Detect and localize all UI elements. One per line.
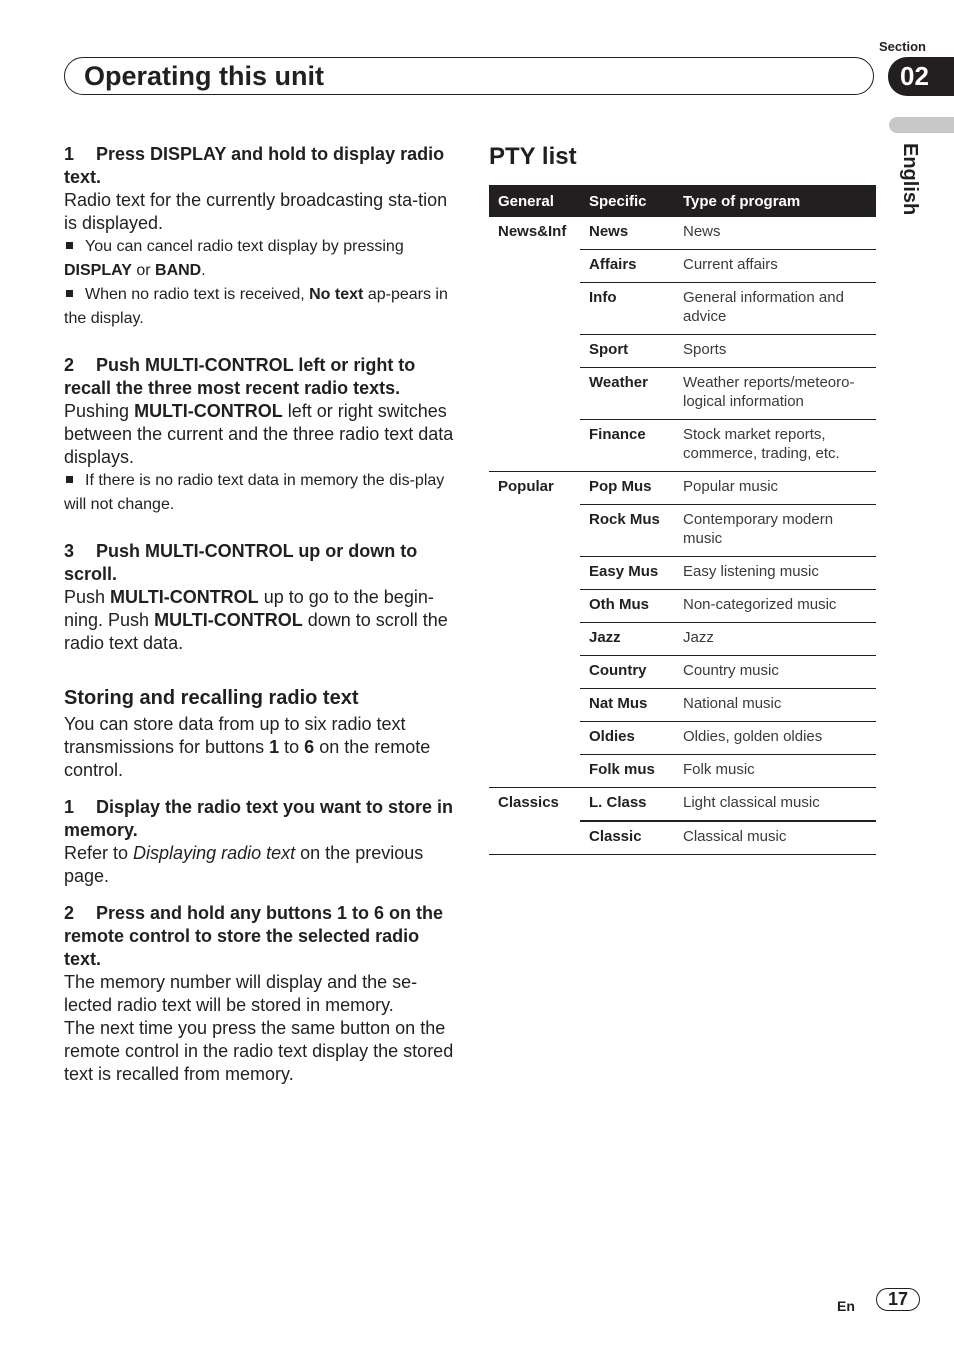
type-cell: Non-categorized music <box>674 590 876 623</box>
pty-table-header <box>489 185 876 217</box>
header-general: General <box>489 185 580 217</box>
general-cell <box>489 689 580 722</box>
store-step-2-heading: 2 Press and hold any buttons 1 to 6 on the remote control to store the selected radio text. <box>64 903 444 969</box>
table-row <box>489 217 876 250</box>
table-row <box>489 623 876 656</box>
section-number-tab: 02 <box>888 57 954 96</box>
page-number: 17 <box>876 1288 920 1311</box>
language-label: English <box>899 143 921 216</box>
type-cell: Classical music <box>674 821 876 855</box>
table-row <box>489 656 876 689</box>
table-row <box>489 335 876 368</box>
table-row <box>489 722 876 755</box>
footer-language: En <box>837 1298 855 1314</box>
table-row <box>489 788 876 822</box>
type-cell: Current affairs <box>674 250 876 283</box>
specific-cell: Finance <box>580 420 674 472</box>
specific-cell: Weather <box>580 368 674 420</box>
page-title: Operating this unit <box>84 61 324 91</box>
table-row <box>489 368 876 420</box>
specific-cell: Sport <box>580 335 674 368</box>
step-2-heading: 2 Push MULTI-CONTROL left or right to recall the three most recent radio texts. <box>64 355 416 398</box>
type-cell: Country music <box>674 656 876 689</box>
specific-cell: Pop Mus <box>580 472 674 505</box>
general-cell <box>489 821 580 855</box>
specific-cell: L. Class <box>580 788 674 822</box>
table-row <box>489 250 876 283</box>
table-row <box>489 472 876 505</box>
section-label: Section <box>879 39 926 54</box>
specific-cell: Classic <box>580 821 674 855</box>
store-step-2-body-2: The next time you press the same button on the remote control in the radio text display the stored text is recalled from memory. <box>64 1018 454 1084</box>
specific-cell: Nat Mus <box>580 689 674 722</box>
specific-cell: Country <box>580 656 674 689</box>
table-row <box>489 505 876 557</box>
type-cell: Light classical music <box>674 788 876 822</box>
type-cell: Oldies, golden oldies <box>674 722 876 755</box>
type-cell: News <box>674 217 876 250</box>
type-cell: Folk music <box>674 755 876 788</box>
store-step-1-heading: 1 Display the radio text you want to store in memory. <box>64 797 454 840</box>
left-column <box>64 143 454 1086</box>
general-cell <box>489 557 580 590</box>
type-cell: Easy listening music <box>674 557 876 590</box>
bullet-square-icon <box>66 476 73 483</box>
header-type: Type of program <box>674 185 876 217</box>
store-step-2-body-1: The memory number will display and the se-lected radio text will be stored in memory. <box>64 972 418 1015</box>
general-cell <box>489 283 580 335</box>
type-cell: Popular music <box>674 472 876 505</box>
bullet-square-icon <box>66 242 73 249</box>
general-cell <box>489 250 580 283</box>
step-1-heading: 1 Press DISPLAY and hold to display radio text. <box>64 144 445 187</box>
general-cell <box>489 335 580 368</box>
table-row <box>489 755 876 788</box>
specific-cell: Easy Mus <box>580 557 674 590</box>
table-row <box>489 821 876 855</box>
bullet-square-icon <box>66 290 73 297</box>
specific-cell: Oth Mus <box>580 590 674 623</box>
header-specific: Specific <box>580 185 674 217</box>
type-cell: Stock market reports, commerce, trading, etc. <box>674 420 876 472</box>
step-3-heading: 3 Push MULTI-CONTROL up or down to scroll. <box>64 541 418 584</box>
subsection-heading: Storing and recalling radio text <box>64 687 359 709</box>
type-cell: Jazz <box>674 623 876 656</box>
specific-cell: Oldies <box>580 722 674 755</box>
table-row <box>489 689 876 722</box>
storing-intro: You can store data from up to six radio text transmissions for buttons 1 to 6 on the remote control. <box>64 714 431 780</box>
type-cell: General information and advice <box>674 283 876 335</box>
type-cell: Sports <box>674 335 876 368</box>
general-cell <box>489 368 580 420</box>
general-cell <box>489 505 580 557</box>
table-row <box>489 590 876 623</box>
pty-table <box>489 185 876 855</box>
table-row <box>489 420 876 472</box>
step-2-body: Pushing MULTI-CONTROL left or right switches between the current and the three radio text data displays. <box>64 401 454 467</box>
specific-cell: Folk mus <box>580 755 674 788</box>
note-no-memory: If there is no radio text data in memory the dis-play will not change. <box>64 472 445 513</box>
general-cell <box>489 590 580 623</box>
general-cell <box>489 722 580 755</box>
step-1-body: Radio text for the currently broadcasting sta-tion is displayed. <box>64 190 448 233</box>
general-cell: Classics <box>498 794 559 811</box>
step-3-body: Push MULTI-CONTROL up to go to the begin-ning. Push MULTI-CONTROL down to scroll the radio text data. <box>64 587 448 653</box>
specific-cell: Affairs <box>580 250 674 283</box>
note-no-text: When no radio text is received, No text ap-pears in the display. <box>64 286 448 327</box>
store-step-1-body: Refer to Displaying radio text on the previous page. <box>64 843 424 886</box>
type-cell: Contemporary modern music <box>674 505 876 557</box>
note-cancel: You can cancel radio text display by pressing DISPLAY or BAND. <box>64 238 404 279</box>
general-cell <box>489 755 580 788</box>
type-cell: National music <box>674 689 876 722</box>
specific-cell: Rock Mus <box>580 505 674 557</box>
language-tab-marker <box>889 117 954 133</box>
pty-list-title: PTY list <box>489 143 577 170</box>
type-cell: Weather reports/meteoro-logical information <box>674 368 876 420</box>
general-cell <box>489 623 580 656</box>
specific-cell: Info <box>580 283 674 335</box>
specific-cell: News <box>580 217 674 250</box>
general-cell <box>489 656 580 689</box>
specific-cell: Jazz <box>580 623 674 656</box>
general-cell: News&Inf <box>498 223 567 240</box>
general-cell: Popular <box>498 478 554 495</box>
table-row <box>489 557 876 590</box>
table-row <box>489 283 876 335</box>
general-cell <box>489 420 580 472</box>
